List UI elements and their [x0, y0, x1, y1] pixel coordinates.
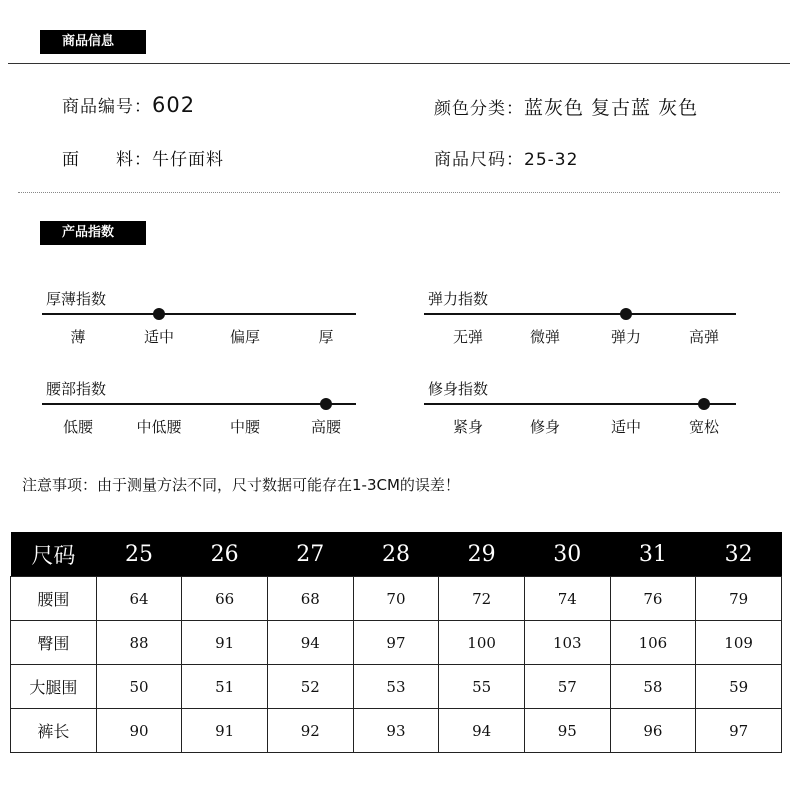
index-title: 弹力指数: [428, 290, 489, 308]
size-header-cell: 29: [439, 532, 525, 577]
index-option: 中低腰: [136, 418, 182, 436]
index-option: 高弹: [688, 328, 720, 346]
table-row: [11, 621, 782, 665]
size-header-cell: 26: [182, 532, 268, 577]
index-track: [424, 403, 736, 405]
index-option: 紧身: [452, 418, 484, 436]
size-header-cell: 27: [267, 532, 353, 577]
measurement-value: 52: [267, 665, 353, 709]
measurement-value: 79: [696, 577, 782, 621]
measurement-name: 裤长: [11, 709, 97, 753]
size-table: [10, 532, 782, 753]
measurement-name: 大腿围: [11, 665, 97, 709]
measurement-note: 注意事项：由于测量方法不同，尺寸数据可能存在1-3CM的误差！: [22, 476, 460, 494]
index-option: 修身: [529, 418, 561, 436]
measurement-value: 66: [182, 577, 268, 621]
measurement-value: 95: [524, 709, 610, 753]
section-title-product-info: 商品信息: [40, 30, 146, 54]
product-fabric-label: 面 料：: [62, 150, 152, 170]
measurement-value: 103: [524, 621, 610, 665]
measurement-value: 96: [610, 709, 696, 753]
index-option: 低腰: [62, 418, 94, 436]
measurement-value: 68: [267, 577, 353, 621]
measurement-value: 93: [353, 709, 439, 753]
size-header-cell: 28: [353, 532, 439, 577]
index-option: 弹力: [610, 328, 642, 346]
measurement-value: 91: [182, 709, 268, 753]
measurement-value: 97: [353, 621, 439, 665]
measurement-value: 76: [610, 577, 696, 621]
index-option: 薄: [70, 328, 86, 346]
measurement-value: 51: [182, 665, 268, 709]
table-row: [11, 577, 782, 621]
product-sizes-label: 商品尺码：: [434, 150, 524, 170]
index-track: [42, 403, 356, 405]
index-title: 厚薄指数: [46, 290, 107, 308]
measurement-value: 58: [610, 665, 696, 709]
table-row: [11, 665, 782, 709]
product-code-label: 商品编号：: [62, 97, 152, 117]
size-header-label: 尺码: [11, 532, 97, 577]
measurement-value: 90: [96, 709, 182, 753]
measurement-value: 57: [524, 665, 610, 709]
product-code: [62, 92, 195, 117]
product-colors-label: 颜色分类：: [434, 99, 524, 119]
measurement-value: 64: [96, 577, 182, 621]
measurement-value: 72: [439, 577, 525, 621]
index-marker: [153, 308, 165, 320]
section-divider: [8, 63, 790, 64]
index-option: 适中: [610, 418, 642, 436]
index-track: [424, 313, 736, 315]
measurement-value: 59: [696, 665, 782, 709]
product-code-value: 602: [152, 93, 196, 117]
product-fabric: [62, 145, 224, 170]
product-fabric-value: 牛仔面料: [152, 150, 224, 170]
measurement-value: 53: [353, 665, 439, 709]
measurement-value: 88: [96, 621, 182, 665]
measurement-value: 91: [182, 621, 268, 665]
index-option: 偏厚: [229, 328, 261, 346]
measurement-value: 109: [696, 621, 782, 665]
measurement-name: 臀围: [11, 621, 97, 665]
index-option: 中腰: [229, 418, 261, 436]
measurement-value: 50: [96, 665, 182, 709]
measurement-value: 97: [696, 709, 782, 753]
index-track: [42, 313, 356, 315]
size-header-cell: 30: [524, 532, 610, 577]
measurement-value: 70: [353, 577, 439, 621]
measurement-value: 55: [439, 665, 525, 709]
measurement-value: 74: [524, 577, 610, 621]
index-option: 适中: [143, 328, 175, 346]
measurement-value: 106: [610, 621, 696, 665]
measurement-value: 92: [267, 709, 353, 753]
product-colors: [434, 93, 698, 120]
index-title: 腰部指数: [46, 380, 107, 398]
product-sizes: [434, 145, 578, 170]
index-option: 高腰: [310, 418, 342, 436]
measurement-name: 腰围: [11, 577, 97, 621]
size-header-cell: 32: [696, 532, 782, 577]
index-option: 宽松: [688, 418, 720, 436]
product-colors-value: 蓝灰色 复古蓝 灰色: [524, 97, 699, 119]
index-marker: [320, 398, 332, 410]
index-marker: [698, 398, 710, 410]
measurement-value: 94: [267, 621, 353, 665]
index-title: 修身指数: [428, 380, 489, 398]
measurement-value: 94: [439, 709, 525, 753]
size-header-cell: 31: [610, 532, 696, 577]
size-table-header: [11, 532, 782, 577]
dotted-divider: [18, 192, 780, 193]
measurement-value: 100: [439, 621, 525, 665]
table-row: [11, 709, 782, 753]
product-sizes-value: 25-32: [524, 150, 579, 170]
size-header-cell: 25: [96, 532, 182, 577]
index-marker: [620, 308, 632, 320]
index-option: 微弹: [529, 328, 561, 346]
index-option: 厚: [318, 328, 334, 346]
index-option: 无弹: [452, 328, 484, 346]
section-title-product-index: 产品指数: [40, 221, 146, 245]
